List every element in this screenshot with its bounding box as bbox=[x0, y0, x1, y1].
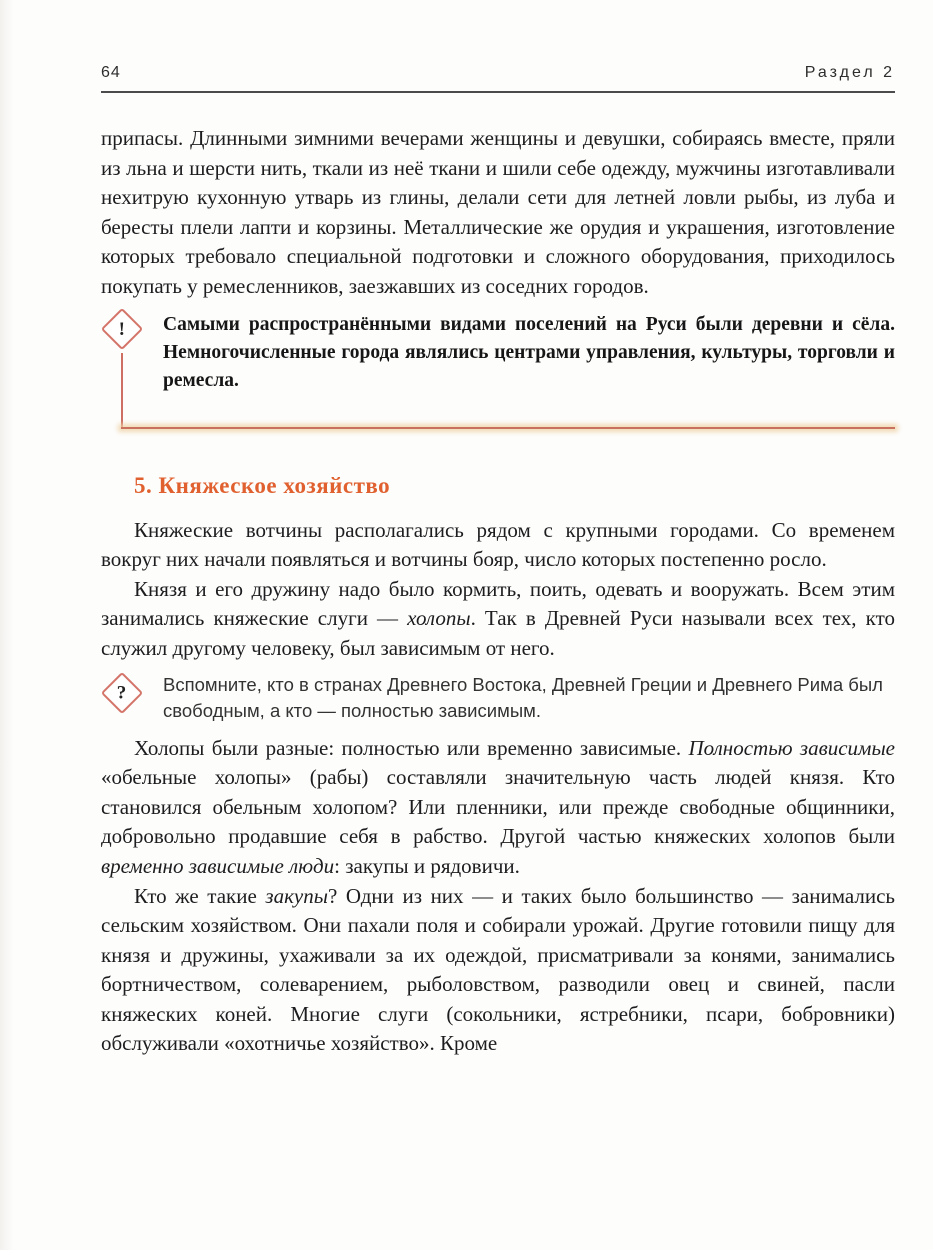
question-note-text: Вспомните, кто в странах Древнего Востока, Древней Греции и Древнего Рима был свободным, а кто — полностью зависимым. bbox=[163, 673, 883, 722]
section-label: Раздел 2 bbox=[804, 64, 895, 81]
alert-note-text: Самыми распространёнными видами поселений на Руси были деревни и сёла. Немногочисленные города являлись центрами управления, культуры, торговли и ремесла. bbox=[163, 313, 895, 391]
text-segment: Холопы были разные: полностью или временно зависимые. bbox=[134, 735, 689, 760]
text-segment-italic: Полностью зависимые bbox=[688, 735, 895, 760]
alert-diamond-icon bbox=[101, 307, 143, 349]
text-segment: . Так в Древней Руси называли всех тех, кто служил другому человеку, был зависимым от него. bbox=[101, 606, 895, 660]
text-segment: Князя и его дружину надо было кормить, поить, одевать и вооружать. Всем этим занимались княжеские слуги — bbox=[101, 576, 895, 631]
question-icon-column bbox=[101, 672, 163, 725]
question-diamond-icon bbox=[101, 671, 143, 713]
text-segment-italic: временно зависимые люди bbox=[101, 853, 335, 878]
paragraph-zakupy bbox=[101, 882, 895, 1060]
text-segment-italic: закупы bbox=[265, 883, 328, 908]
header-rule bbox=[101, 91, 895, 93]
section-heading: 5. Княжеское хозяйство bbox=[134, 472, 391, 498]
text-segment: Кто же такие bbox=[134, 883, 266, 908]
text-segment: ? Одни из них — и таких было большинство — занимались сельским хозяйством. Они пахали поля и собирали урожай. Другие готовили пищу для князя и дружины, ухаживали за их одеждой, присматривали за конями, занимались бортничеством, солеварением, рыболовством, разводили овец и свиней, пасли княжеских коней. Многие слуги (сокольники, ястребники, псари, бобровники) обслуживали «охотничье хозяйство». Кроме bbox=[101, 883, 895, 1056]
text-segment: «обельные холопы» (рабы) составляли значительную часть людей князя. Кто становился обельным холопом? Или пленники, или прежде свободные общинники, добровольно продавшие себя в рабство. Другой частью княжеских холопов были bbox=[101, 765, 895, 849]
alert-callout bbox=[101, 311, 895, 429]
paragraph-kholopy-types bbox=[101, 734, 895, 882]
running-head bbox=[101, 64, 895, 82]
exclamation-glyph: ! bbox=[118, 318, 126, 340]
question-glyph: ? bbox=[117, 682, 127, 704]
text-segment: : закупы и рядовичи. bbox=[334, 853, 520, 878]
paragraph-intro: припасы. Длинными зимними вечерами женщины и девушки, собираясь вместе, пряли из льна и шерсти нить, ткали из неё ткани и шили себе одежду, мужчины изготавливали нехитрую кухонную утварь из глины, делали сети для летней ловли рыбы, из луба и бересты плели лапти и корзины. Металлические же орудия и украшения, изготовление которых требовало специальной подготовки и сложного оборудования, приходилось покупать у ремесленников, заезжавших из соседних городов. bbox=[101, 126, 895, 298]
page-content bbox=[101, 124, 895, 1059]
page-number: 64 bbox=[101, 64, 121, 81]
question-callout bbox=[101, 672, 895, 725]
alert-icon-column bbox=[101, 311, 163, 395]
text-segment-italic: холопы bbox=[407, 606, 471, 631]
alert-rail-vertical bbox=[121, 353, 123, 428]
paragraph-votchiny: Княжеские вотчины располагались рядом с крупными городами. Со временем вокруг них начали появляться и вотчины бояр, число которых постепенно росло. bbox=[101, 517, 895, 572]
paragraph-kholopy-intro bbox=[101, 575, 895, 664]
alert-rail-horizontal bbox=[121, 427, 895, 429]
